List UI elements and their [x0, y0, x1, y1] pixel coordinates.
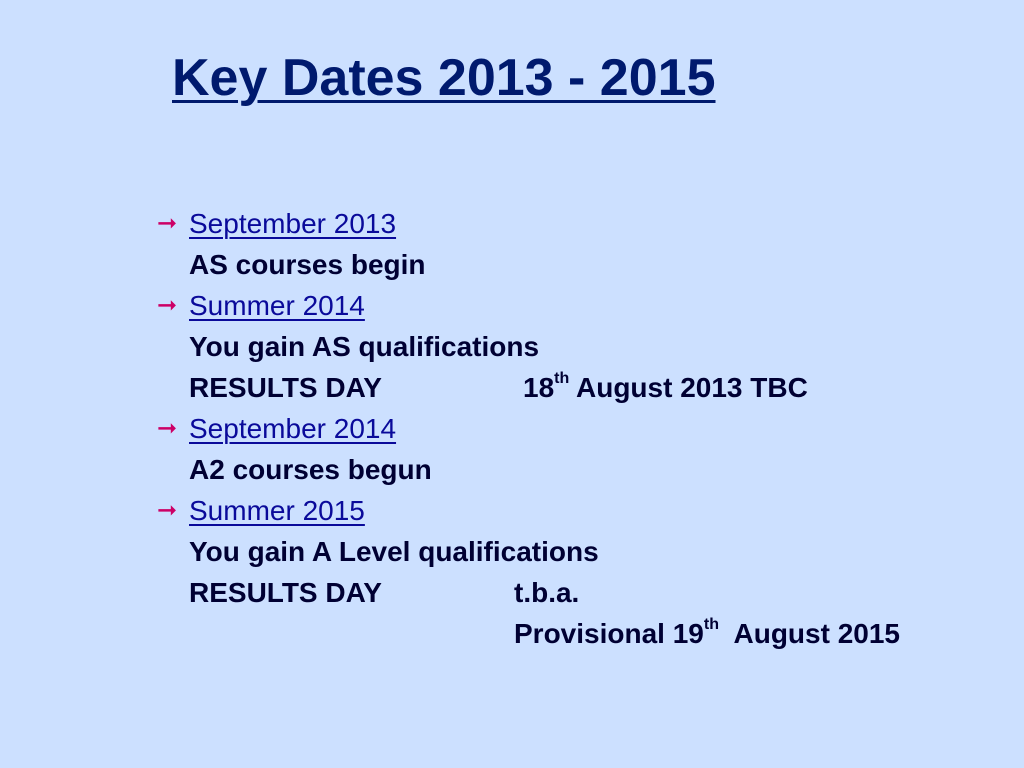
results-day-2014-rest: August 2013 TBC: [569, 372, 808, 403]
item-detail-a2-courses-begun: A2 courses begun: [189, 454, 432, 485]
item-heading-september-2013: September 2013: [189, 208, 397, 239]
item-heading-summer-2014: Summer 2014: [189, 290, 365, 321]
results-day-label-2014: RESULTS DAY: [189, 372, 382, 403]
item-detail-gain-a-level-qualifications: You gain A Level qualifications: [189, 536, 599, 567]
bullet-arrow-icon: ➞: [157, 415, 178, 442]
provisional-2015-prefix: Provisional 19: [514, 618, 704, 649]
bullet-arrow-icon: ➞: [157, 210, 178, 237]
results-day-value-2015: t.b.a.: [514, 577, 580, 608]
bullet-arrow-icon: ➞: [157, 497, 178, 524]
slide-title: Key Dates 2013 - 2015: [172, 49, 716, 107]
results-day-provisional-2015: [514, 613, 900, 654]
item-heading-september-2014: September 2014: [189, 413, 397, 444]
results-day-label-2015: RESULTS DAY: [189, 577, 382, 608]
item-heading-summer-2015: Summer 2015: [189, 495, 365, 526]
provisional-2015-suffix: th: [703, 615, 719, 633]
provisional-2015-rest: August 2015: [718, 618, 900, 649]
results-day-2014-suffix: th: [554, 369, 570, 387]
results-day-date-2014: [523, 367, 808, 408]
bullet-arrow-icon: ➞: [157, 292, 178, 319]
item-detail-as-courses-begin: AS courses begin: [189, 249, 426, 280]
item-detail-gain-as-qualifications: You gain AS qualifications: [189, 331, 540, 362]
results-day-2014-day: 18: [523, 372, 555, 403]
